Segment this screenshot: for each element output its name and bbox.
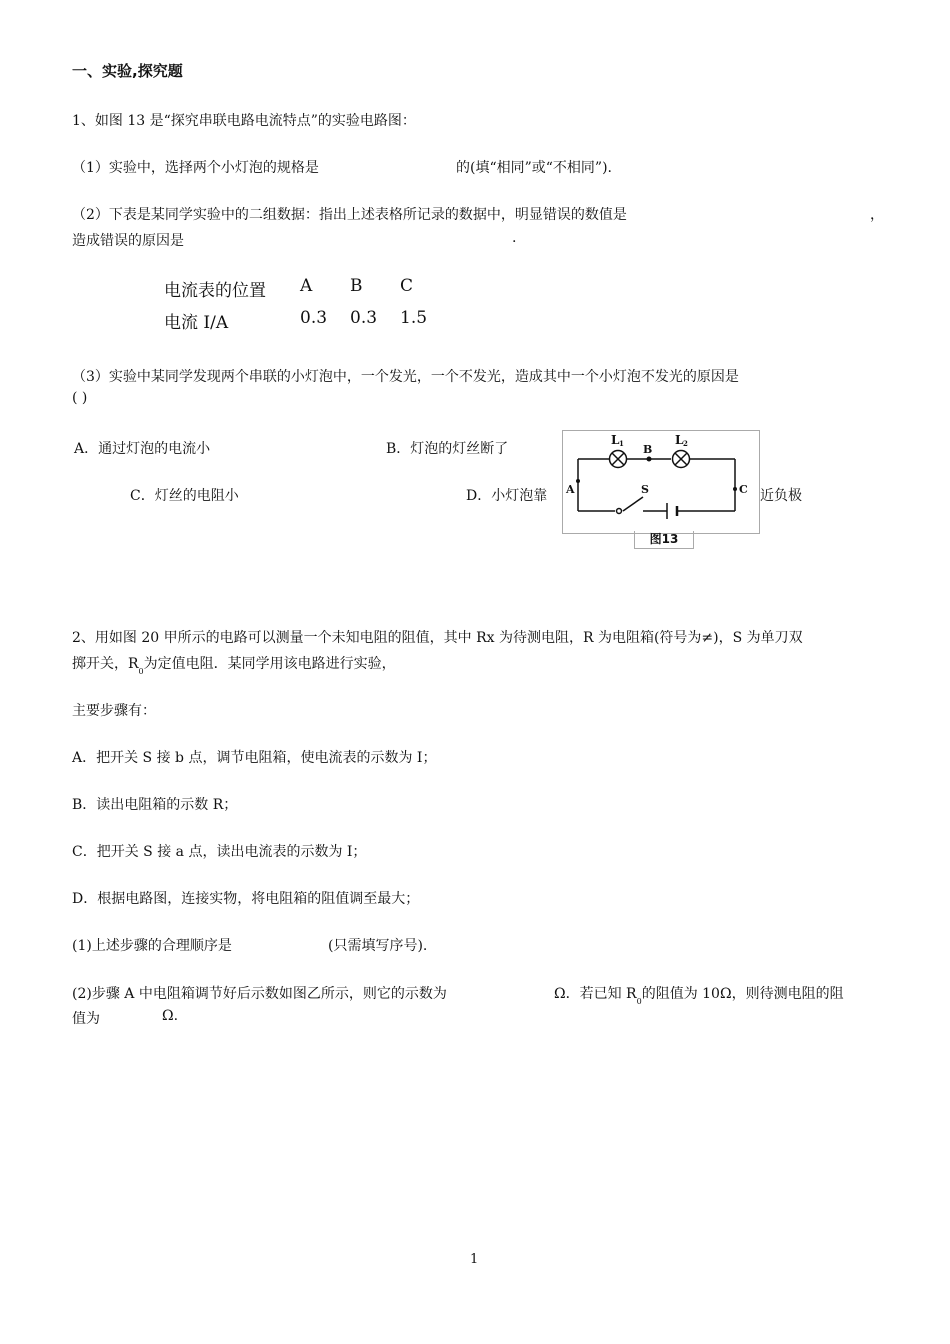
q2-part2-prefix: Ω．若已知 R [554,986,637,1002]
circuit-figure [562,430,760,534]
q1-part2-text: （2）下表是某同学实验中的二组数据：指出上述表格所记录的数据中，明显错误的数值是 [72,207,627,223]
junction-b-dot [647,457,652,462]
option-d-cont: 近负极 [760,488,802,504]
r0-subscript: 0 [138,667,144,676]
junction-a-dot [576,479,580,483]
q2-stem-prefix: 掷开关，R [72,656,139,672]
q2-part1-text: (1)上述步骤的合理顺序是 [72,938,232,954]
q1-part2-comma: ， [870,207,884,223]
q2-part2-answer-prefix: 值为 [72,1011,100,1027]
label-l2-sub: 2 [683,439,688,448]
option-a: A．通过灯泡的电流小 [74,441,211,457]
label-a: A [566,483,575,496]
option-b: B．灯泡的灯丝断了 [386,441,509,457]
step-d: D．根据电路图，连接实物，将电阻箱的阻值调至最大； [72,891,420,907]
q2-part2-suffix: 的阻值为 10Ω，则待测电阻的阻 [641,986,844,1002]
table-row-label: 电流 I/A [164,313,229,333]
page-number: 1 [470,1252,479,1267]
option-d: D．小灯泡靠 [466,488,548,504]
q1-part2-period: . [512,230,517,246]
table-cell-a: 0.3 [300,308,328,328]
q1-part3-text: （3）实验中某同学发现两个串联的小灯泡中，一个发光，一个不发光，造成其中一个小灯泡不发光的原因是 [72,369,739,385]
q2-stem-line1: 2、用如图 20 甲所示的电路可以测量一个未知电阻的阻值，其中 Rx 为待测电阻，R 为电阻箱(符号为≠)，S 为单刀双 [72,630,803,646]
q2-part2-answer-unit: Ω. [162,1008,179,1024]
q1-part2-reason: 造成错误的原因是 [72,233,184,249]
step-a: A．把开关 S 接 b 点，调节电阻箱，使电流表的示数为 I； [72,750,437,766]
label-l2: L [675,433,684,447]
table-cell-c: 1.5 [400,308,428,328]
option-c: C．灯丝的电阻小 [130,488,239,504]
label-l1: L [611,433,620,447]
label-c: C [739,483,748,496]
figure-caption: 图13 [634,531,694,549]
q2-part2-text: (2)步骤 A 中电阻箱调节好后示数如图乙所示，则它的示数为 [72,986,447,1002]
q1-part1-suffix: 的(填“相同”或“不相同”). [456,160,613,176]
table-header-b: B [350,276,363,296]
q2-stem-suffix: 为定值电阻．某同学用该电路进行实验， [143,656,396,672]
step-b: B．读出电阻箱的示数 R； [72,797,238,813]
q1-part1-text: （1）实验中，选择两个小灯泡的规格是 [72,160,319,176]
q1-stem: 1、如图 13 是“探究串联电路电流特点”的实验电路图： [72,113,416,129]
section-title: 一、实验,探究题 [72,62,183,80]
table-header-c: C [400,276,414,296]
q2-stem-line2 [72,653,396,676]
label-l1-sub: 1 [619,439,624,448]
table-header-a: A [300,276,313,296]
label-s: S [641,483,649,496]
label-b: B [643,443,653,456]
circuit-diagram [563,431,759,533]
r0-subscript-2: 0 [636,997,642,1006]
junction-c-dot [733,487,737,491]
steps-title: 主要步骤有： [72,703,156,719]
q2-part1-suffix: (只需填写序号). [328,938,428,954]
table-header-label: 电流表的位置 [164,281,266,301]
q1-part3-blank: ( ) [72,390,88,406]
q2-part2-cont [554,983,844,1006]
table-cell-b: 0.3 [350,308,378,328]
step-c: C．把开关 S 接 a 点，读出电流表的示数为 I； [72,844,367,860]
